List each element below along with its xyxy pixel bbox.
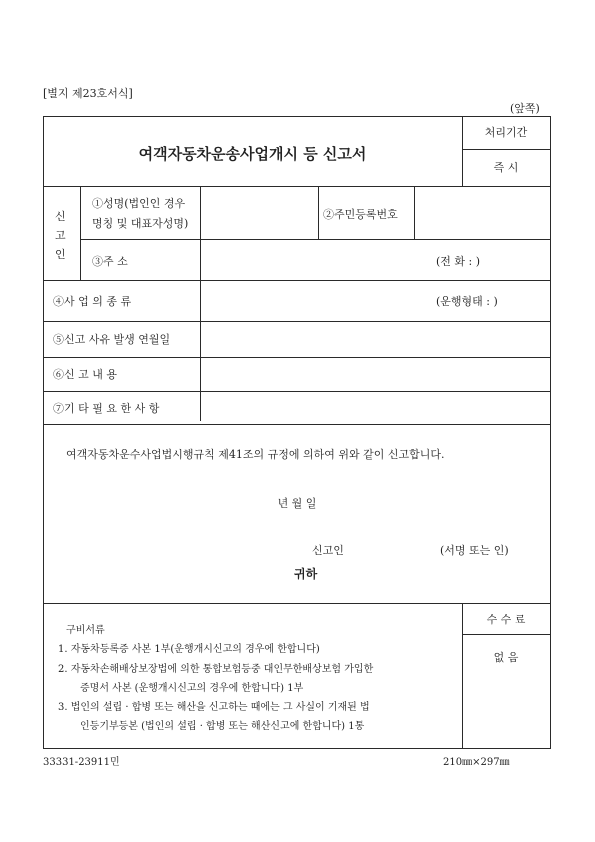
form-code: 33331-23911민 [43,757,120,768]
name-label-line2: 명칭 및 대표자성명) [92,217,189,230]
report-content-field[interactable] [205,365,545,383]
signature-hint: (서명 또는 인) [440,544,509,557]
attachments-heading: 구비서류 [66,625,105,636]
report-date-field[interactable] [205,330,545,348]
business-type-field[interactable] [205,292,425,312]
reporter-label-char: 고 [55,229,66,242]
name-field[interactable] [205,205,313,223]
attachment-item: 2. 자동차손해배상보장법에 의한 통합보험등중 대인무한배상보험 가입한 [58,664,374,675]
address-label: ③주 소 [92,255,128,268]
fee-label: 수 수 료 [486,613,526,626]
resident-number-label: ②주민등록번호 [323,208,398,221]
attachment-item: 인등기부등본 (법인의 설립 · 합병 또는 해산신고에 한합니다) 1통 [80,721,365,732]
addressee: 귀하 [294,567,318,581]
other-matters-label: ⑦기 타 필 요 한 사 항 [53,402,160,415]
resident-number-field[interactable] [420,205,545,223]
form-reference: [별지 제23호서식] [43,87,133,100]
processing-period-label: 처리기간 [484,126,528,139]
other-matters-field[interactable] [205,399,545,417]
form-title: 여객자동차운송사업개시 등 신고서 [138,145,367,163]
name-label-line1: ①성명(법인인 경우 [92,197,186,210]
processing-period-value: 즉 시 [493,161,519,174]
report-date-label: ⑤신고 사유 발생 연월일 [53,333,171,346]
business-type-label: ④사 업 의 종 류 [53,295,132,308]
attachment-item: 증명서 사본 (운행개시신고의 경우에 한합니다) 1부 [80,683,304,694]
date-line: 년 월 일 [277,497,317,510]
signer-label: 신고인 [312,544,344,557]
declaration-text: 여객자동차운수사업법시행규칙 제41조의 규정에 의하여 위와 같이 신고합니다. [66,448,445,461]
operation-type-label: (운행형태 : ) [436,295,498,308]
attachment-item: 3. 법인의 설립 · 합병 또는 해산을 신고하는 때에는 그 사실이 기재된 법 [58,702,370,713]
phone-label: (전 화 : ) [436,255,481,268]
page-side-label: (앞쪽) [510,102,540,115]
attachment-item: 1. 자동차등록증 사본 1부(운행개시신고의 경우에 한합니다) [58,644,320,655]
reporter-label-char: 인 [55,248,66,261]
paper-size: 210㎜×297㎜ [443,757,510,768]
report-content-label: ⑥신 고 내 용 [53,368,117,381]
fee-value: 없 음 [493,651,519,664]
reporter-label-char: 신 [55,210,66,223]
address-field[interactable] [205,250,425,270]
